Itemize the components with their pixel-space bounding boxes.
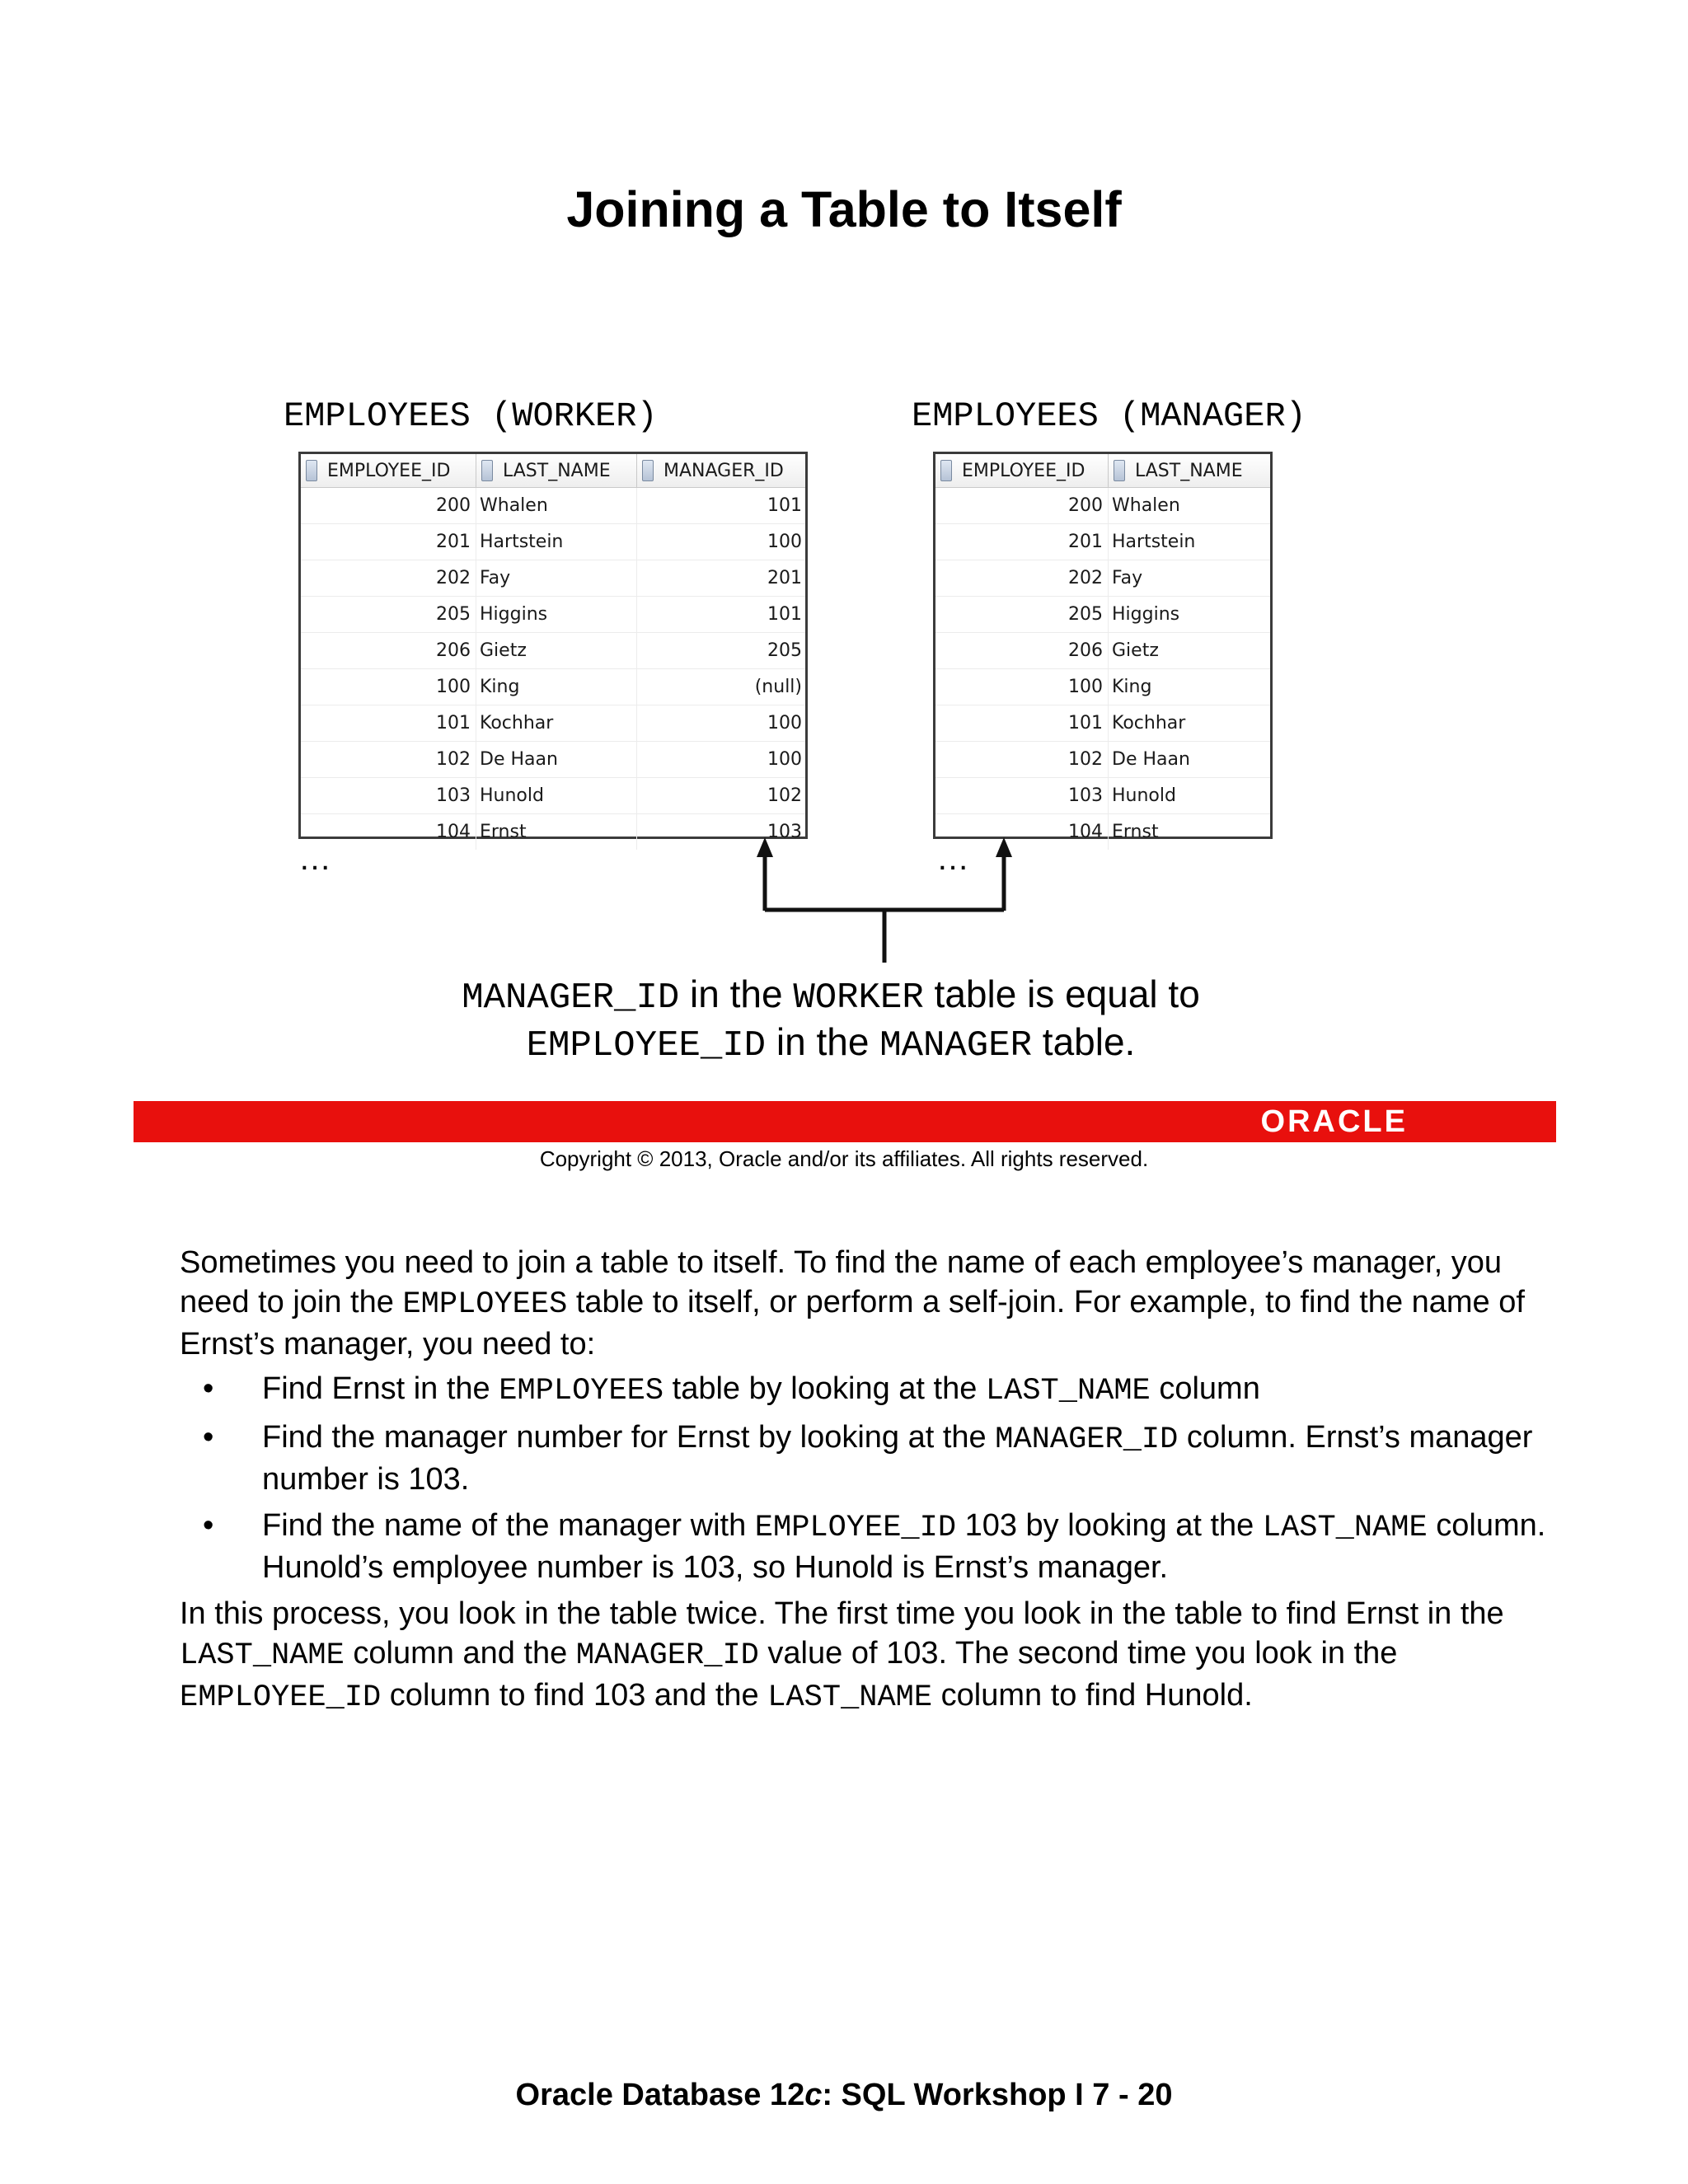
notes-paragraph-2: In this process, you look in the table twice. The first time you look in the table to find Ernst in the LAST_NAME column and the MANAGER_ID value of 103. The second time you look in the EMPLOYEE_ID column to find 103 and the LAST_NAME column to find Hunold. bbox=[180, 1596, 1504, 1715]
arrow-up-icon bbox=[757, 837, 773, 857]
cell-employee-id: 206 bbox=[935, 633, 1109, 668]
cell-last-name: De Haan bbox=[476, 742, 637, 777]
cell-employee-id: 201 bbox=[935, 524, 1109, 560]
table-row[interactable] bbox=[935, 742, 1270, 778]
table-row[interactable] bbox=[935, 560, 1270, 597]
cell-employee-id: 101 bbox=[935, 705, 1109, 741]
cell-employee-id: 205 bbox=[301, 597, 476, 632]
table-row[interactable] bbox=[935, 633, 1270, 669]
bullet: • bbox=[203, 1508, 214, 1543]
cell-last-name: Ernst bbox=[476, 814, 637, 850]
bullet: • bbox=[203, 1371, 214, 1406]
worker-table bbox=[298, 452, 808, 842]
cell-last-name: Fay bbox=[1112, 568, 1143, 588]
table-row[interactable] bbox=[301, 814, 805, 850]
list-item: • Find the name of the manager with EMPLOYEE_ID 103 by looking at the LAST_NAME column. Hunold’s employee number is 103, so Hunold is Ernst’s manager. bbox=[180, 1506, 1548, 1587]
cell-manager-id: 100 bbox=[767, 532, 802, 552]
cell-employee-id: 103 bbox=[935, 778, 1109, 813]
table-row[interactable] bbox=[301, 669, 805, 705]
copyright-text: Copyright © 2013, Oracle and/or its affiliates. All rights reserved. bbox=[539, 1146, 1149, 1171]
list-item: • Find Ernst in the EMPLOYEES table by looking at the LAST_NAME column bbox=[180, 1369, 1548, 1411]
cell-employee-id: 202 bbox=[935, 560, 1109, 596]
join-connector-arrows bbox=[742, 832, 1039, 964]
cell-employee-id: 102 bbox=[301, 742, 476, 777]
cell-employee-id: 104 bbox=[301, 814, 476, 850]
arrow-up-icon bbox=[996, 837, 1012, 857]
cell-last-name: Kochhar bbox=[476, 705, 637, 741]
cell-employee-id: 100 bbox=[301, 669, 476, 705]
column-header-employee-id[interactable]: EMPLOYEE_ID bbox=[935, 454, 1109, 487]
cell-employee-id: 205 bbox=[935, 597, 1109, 632]
table-row[interactable] bbox=[935, 597, 1270, 633]
bullet: • bbox=[203, 1420, 214, 1455]
table-row[interactable] bbox=[301, 560, 805, 597]
brand-bar bbox=[134, 1101, 1556, 1142]
notes-body bbox=[180, 1243, 1548, 1718]
table-row[interactable] bbox=[301, 524, 805, 560]
cell-last-name: Higgins bbox=[476, 597, 637, 632]
column-header-last-name[interactable]: LAST_NAME bbox=[476, 454, 637, 487]
page-footer: Oracle Database 12c: SQL Workshop I 7 - 20 bbox=[515, 2078, 1173, 2112]
worker-table-header bbox=[301, 454, 805, 488]
cell-manager-id: 201 bbox=[767, 568, 802, 588]
notes-paragraph-1: Sometimes you need to join a table to itself. To find the name of each employee’s manager, you need to join the EMPLOYEES table to itself, or perform a self-join. For example, to find the name of Ernst’s manager, you need to: bbox=[180, 1245, 1525, 1361]
cell-manager-id: 100 bbox=[767, 713, 802, 733]
table-row[interactable] bbox=[301, 778, 805, 814]
sort-icon[interactable] bbox=[1114, 460, 1125, 481]
cell-last-name: Higgins bbox=[1112, 604, 1180, 625]
worker-table-ellipsis: … bbox=[298, 841, 335, 877]
column-header-employee-id[interactable]: EMPLOYEE_ID bbox=[301, 454, 476, 487]
list-item: • Find the manager number for Ernst by looking at the MANAGER_ID column. Ernst’s manager number is 103. bbox=[180, 1418, 1548, 1499]
cell-last-name: Whalen bbox=[1112, 495, 1180, 516]
cell-last-name: King bbox=[476, 669, 637, 705]
slide-title: Joining a Table to Itself bbox=[566, 181, 1122, 237]
column-header-last-name[interactable]: LAST_NAME bbox=[1109, 454, 1270, 487]
cell-last-name: Gietz bbox=[476, 633, 637, 668]
explanation-line-1: MANAGER_ID in the WORKER table is equal to bbox=[462, 972, 1200, 1019]
cell-employee-id: 201 bbox=[301, 524, 476, 560]
manager-table-caption: EMPLOYEES (MANAGER) bbox=[912, 396, 1306, 436]
cell-last-name: Kochhar bbox=[1112, 713, 1186, 733]
cell-manager-id: 100 bbox=[767, 749, 802, 770]
cell-last-name: Hartstein bbox=[476, 524, 637, 560]
table-row[interactable] bbox=[301, 488, 805, 524]
explanation-line-2: EMPLOYEE_ID in the MANAGER table. bbox=[526, 1020, 1136, 1066]
cell-employee-id: 104 bbox=[935, 814, 1109, 850]
cell-employee-id: 200 bbox=[301, 488, 476, 523]
table-row[interactable] bbox=[301, 742, 805, 778]
cell-manager-id: 103 bbox=[767, 822, 802, 842]
cell-employee-id: 206 bbox=[301, 633, 476, 668]
cell-last-name: Hunold bbox=[1112, 785, 1176, 806]
sort-icon[interactable] bbox=[306, 460, 317, 481]
table-row[interactable] bbox=[935, 669, 1270, 705]
cell-employee-id: 200 bbox=[935, 488, 1109, 523]
table-row[interactable] bbox=[301, 597, 805, 633]
cell-last-name: Hunold bbox=[476, 778, 637, 813]
table-row[interactable] bbox=[935, 705, 1270, 742]
cell-employee-id: 100 bbox=[935, 669, 1109, 705]
sort-icon[interactable] bbox=[642, 460, 654, 481]
cell-last-name: Fay bbox=[476, 560, 637, 596]
manager-table-ellipsis: … bbox=[936, 841, 973, 877]
cell-last-name: Ernst bbox=[1112, 822, 1159, 842]
cell-manager-id: 101 bbox=[767, 495, 802, 516]
sort-icon[interactable] bbox=[940, 460, 952, 481]
cell-employee-id: 103 bbox=[301, 778, 476, 813]
cell-employee-id: 202 bbox=[301, 560, 476, 596]
notes-steps-list bbox=[180, 1369, 1548, 1587]
sort-icon[interactable] bbox=[481, 460, 493, 481]
cell-manager-id: 101 bbox=[767, 604, 802, 625]
table-row[interactable] bbox=[935, 488, 1270, 524]
cell-employee-id: 101 bbox=[301, 705, 476, 741]
connector-lines bbox=[765, 847, 1004, 963]
oracle-logo: ORACLE bbox=[1260, 1104, 1408, 1139]
table-row[interactable] bbox=[935, 778, 1270, 814]
cell-last-name: De Haan bbox=[1112, 749, 1190, 770]
table-row[interactable] bbox=[301, 705, 805, 742]
cell-last-name: Whalen bbox=[476, 488, 637, 523]
table-row[interactable] bbox=[301, 633, 805, 669]
manager-table-header bbox=[935, 454, 1270, 488]
cell-manager-id: 102 bbox=[767, 785, 802, 806]
cell-last-name: Gietz bbox=[1112, 640, 1159, 661]
cell-last-name: Hartstein bbox=[1112, 532, 1196, 552]
cell-manager-id: (null) bbox=[754, 677, 802, 697]
cell-employee-id: 102 bbox=[935, 742, 1109, 777]
cell-last-name: King bbox=[1112, 677, 1152, 697]
table-row[interactable] bbox=[935, 524, 1270, 560]
cell-manager-id: 205 bbox=[767, 640, 802, 661]
worker-table-caption: EMPLOYEES (WORKER) bbox=[284, 396, 658, 436]
column-header-manager-id[interactable]: MANAGER_ID bbox=[637, 454, 805, 487]
manager-table bbox=[933, 452, 1273, 842]
